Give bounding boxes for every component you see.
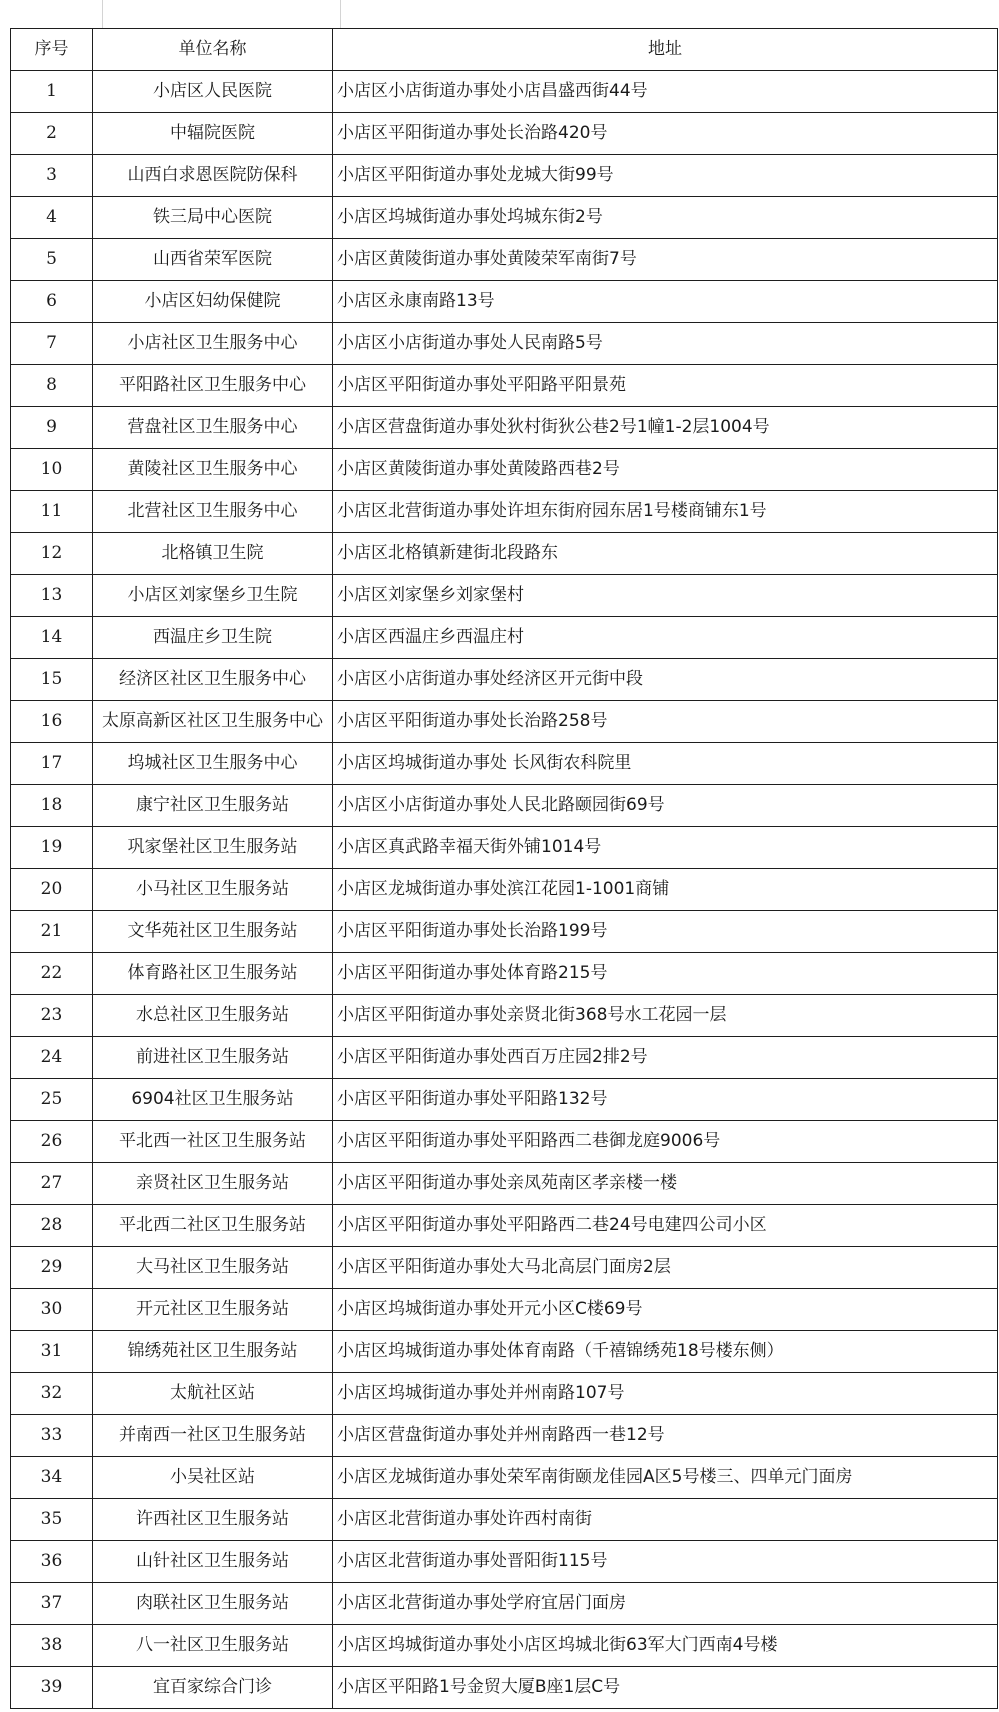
cell-name: 巩家堡社区卫生服务站 xyxy=(93,827,333,869)
cell-no: 8 xyxy=(11,365,93,407)
cell-address: 小店区营盘街道办事处狄村街狄公巷2号1幢1-2层1004号 xyxy=(333,407,998,449)
cell-address: 小店区永康南路13号 xyxy=(333,281,998,323)
cell-address: 小店区北营街道办事处学府宜居门面房 xyxy=(333,1583,998,1625)
cell-no: 36 xyxy=(11,1541,93,1583)
cell-no: 2 xyxy=(11,113,93,155)
table-row xyxy=(11,1499,998,1541)
cell-no: 37 xyxy=(11,1583,93,1625)
cell-address: 小店区坞城街道办事处并州南路107号 xyxy=(333,1373,998,1415)
cell-address: 小店区平阳街道办事处体育路215号 xyxy=(333,953,998,995)
cell-no: 22 xyxy=(11,953,93,995)
cell-address: 小店区平阳街道办事处长治路258号 xyxy=(333,701,998,743)
cell-no: 15 xyxy=(11,659,93,701)
cell-name: 小店社区卫生服务中心 xyxy=(93,323,333,365)
cell-address: 小店区龙城街道办事处荣军南街颐龙佳园A区5号楼三、四单元门面房 xyxy=(333,1457,998,1499)
table-row xyxy=(11,743,998,785)
table-row xyxy=(11,197,998,239)
cell-name: 西温庄乡卫生院 xyxy=(93,617,333,659)
cell-address: 小店区北格镇新建街北段路东 xyxy=(333,533,998,575)
cell-no: 5 xyxy=(11,239,93,281)
cell-no: 35 xyxy=(11,1499,93,1541)
cell-no: 23 xyxy=(11,995,93,1037)
table-row xyxy=(11,1247,998,1289)
cell-name: 宜百家综合门诊 xyxy=(93,1667,333,1709)
cell-name: 小店区妇幼保健院 xyxy=(93,281,333,323)
cell-name: 前进社区卫生服务站 xyxy=(93,1037,333,1079)
table-row xyxy=(11,1331,998,1373)
table-row xyxy=(11,1163,998,1205)
table-row xyxy=(11,1037,998,1079)
cell-address: 小店区营盘街道办事处并州南路西一巷12号 xyxy=(333,1415,998,1457)
cell-address: 小店区坞城街道办事处 长风街农科院里 xyxy=(333,743,998,785)
table-row xyxy=(11,239,998,281)
cell-address: 小店区坞城街道办事处体育南路（千禧锦绣苑18号楼东侧） xyxy=(333,1331,998,1373)
cell-name: 平阳路社区卫生服务中心 xyxy=(93,365,333,407)
cell-no: 11 xyxy=(11,491,93,533)
cell-address: 小店区平阳路1号金贸大厦B座1层C号 xyxy=(333,1667,998,1709)
cell-no: 18 xyxy=(11,785,93,827)
cell-address: 小店区小店街道办事处人民南路5号 xyxy=(333,323,998,365)
cell-name: 肉联社区卫生服务站 xyxy=(93,1583,333,1625)
cell-address: 小店区黄陵街道办事处黄陵荣军南街7号 xyxy=(333,239,998,281)
cell-address: 小店区平阳街道办事处龙城大街99号 xyxy=(333,155,998,197)
table-row xyxy=(11,617,998,659)
cell-no: 10 xyxy=(11,449,93,491)
cell-name: 小店区刘家堡乡卫生院 xyxy=(93,575,333,617)
cell-name: 北格镇卫生院 xyxy=(93,533,333,575)
cell-address: 小店区坞城街道办事处小店区坞城北街63军大门西南4号楼 xyxy=(333,1625,998,1667)
cell-name: 铁三局中心医院 xyxy=(93,197,333,239)
table-row xyxy=(11,71,998,113)
cell-address: 小店区平阳街道办事处平阳路平阳景苑 xyxy=(333,365,998,407)
cell-address: 小店区平阳街道办事处平阳路132号 xyxy=(333,1079,998,1121)
table-row xyxy=(11,365,998,407)
table-row xyxy=(11,1625,998,1667)
cell-name: 山西白求恩医院防保科 xyxy=(93,155,333,197)
cell-address: 小店区黄陵街道办事处黄陵路西巷2号 xyxy=(333,449,998,491)
cell-no: 6 xyxy=(11,281,93,323)
cell-name: 太原高新区社区卫生服务中心 xyxy=(93,701,333,743)
cell-no: 9 xyxy=(11,407,93,449)
cell-name: 中辐院医院 xyxy=(93,113,333,155)
cell-no: 12 xyxy=(11,533,93,575)
cell-address: 小店区刘家堡乡刘家堡村 xyxy=(333,575,998,617)
table-row xyxy=(11,1121,998,1163)
cell-name: 山针社区卫生服务站 xyxy=(93,1541,333,1583)
table-row xyxy=(11,1415,998,1457)
cell-address: 小店区坞城街道办事处坞城东街2号 xyxy=(333,197,998,239)
table-row xyxy=(11,1541,998,1583)
table-row xyxy=(11,1667,998,1709)
cell-no: 24 xyxy=(11,1037,93,1079)
cell-name: 文华苑社区卫生服务站 xyxy=(93,911,333,953)
cell-no: 38 xyxy=(11,1625,93,1667)
cell-name: 6904社区卫生服务站 xyxy=(93,1079,333,1121)
table-row xyxy=(11,1583,998,1625)
table-row xyxy=(11,113,998,155)
cell-name: 北营社区卫生服务中心 xyxy=(93,491,333,533)
cell-address: 小店区平阳街道办事处平阳路西二巷御龙庭9006号 xyxy=(333,1121,998,1163)
table-row xyxy=(11,491,998,533)
cell-no: 20 xyxy=(11,869,93,911)
header-name: 单位名称 xyxy=(93,29,333,71)
header-row xyxy=(11,29,998,71)
cell-address: 小店区小店街道办事处人民北路颐园街69号 xyxy=(333,785,998,827)
cell-no: 7 xyxy=(11,323,93,365)
cell-name: 营盘社区卫生服务中心 xyxy=(93,407,333,449)
cell-address: 小店区小店街道办事处小店昌盛西街44号 xyxy=(333,71,998,113)
cell-name: 黄陵社区卫生服务中心 xyxy=(93,449,333,491)
cell-name: 八一社区卫生服务站 xyxy=(93,1625,333,1667)
cell-no: 19 xyxy=(11,827,93,869)
cell-name: 小店区人民医院 xyxy=(93,71,333,113)
table-row xyxy=(11,659,998,701)
cell-no: 33 xyxy=(11,1415,93,1457)
table-row xyxy=(11,281,998,323)
cell-name: 许西社区卫生服务站 xyxy=(93,1499,333,1541)
cell-no: 27 xyxy=(11,1163,93,1205)
header-no: 序号 xyxy=(11,29,93,71)
cell-address: 小店区小店街道办事处经济区开元街中段 xyxy=(333,659,998,701)
cell-no: 39 xyxy=(11,1667,93,1709)
cell-address: 小店区平阳街道办事处长治路420号 xyxy=(333,113,998,155)
table-row xyxy=(11,1079,998,1121)
spreadsheet-gridline xyxy=(340,0,341,28)
cell-no: 29 xyxy=(11,1247,93,1289)
cell-no: 30 xyxy=(11,1289,93,1331)
cell-address: 小店区西温庄乡西温庄村 xyxy=(333,617,998,659)
cell-no: 16 xyxy=(11,701,93,743)
cell-name: 小马社区卫生服务站 xyxy=(93,869,333,911)
cell-name: 亲贤社区卫生服务站 xyxy=(93,1163,333,1205)
table-row xyxy=(11,449,998,491)
cell-name: 山西省荣军医院 xyxy=(93,239,333,281)
cell-address: 小店区平阳街道办事处平阳路西二巷24号电建四公司小区 xyxy=(333,1205,998,1247)
cell-no: 17 xyxy=(11,743,93,785)
table-row xyxy=(11,323,998,365)
cell-address: 小店区平阳街道办事处大马北高层门面房2层 xyxy=(333,1247,998,1289)
table-row xyxy=(11,827,998,869)
cell-name: 开元社区卫生服务站 xyxy=(93,1289,333,1331)
header-address: 地址 xyxy=(333,29,998,71)
cell-name: 水总社区卫生服务站 xyxy=(93,995,333,1037)
cell-name: 并南西一社区卫生服务站 xyxy=(93,1415,333,1457)
table-row xyxy=(11,785,998,827)
cell-no: 14 xyxy=(11,617,93,659)
table-row xyxy=(11,701,998,743)
table-row xyxy=(11,995,998,1037)
cell-name: 体育路社区卫生服务站 xyxy=(93,953,333,995)
spreadsheet-gridline xyxy=(102,0,103,28)
table-row xyxy=(11,1205,998,1247)
cell-address: 小店区北营街道办事处许坦东街府园东居1号楼商铺东1号 xyxy=(333,491,998,533)
table-row xyxy=(11,155,998,197)
cell-address: 小店区平阳街道办事处亲凤苑南区孝亲楼一楼 xyxy=(333,1163,998,1205)
cell-address: 小店区平阳街道办事处长治路199号 xyxy=(333,911,998,953)
cell-no: 31 xyxy=(11,1331,93,1373)
cell-no: 26 xyxy=(11,1121,93,1163)
cell-address: 小店区坞城街道办事处开元小区C楼69号 xyxy=(333,1289,998,1331)
cell-address: 小店区北营街道办事处许西村南街 xyxy=(333,1499,998,1541)
cell-address: 小店区龙城街道办事处滨江花园1-1001商铺 xyxy=(333,869,998,911)
table-row xyxy=(11,575,998,617)
cell-address: 小店区平阳街道办事处西百万庄园2排2号 xyxy=(333,1037,998,1079)
cell-no: 25 xyxy=(11,1079,93,1121)
cell-name: 平北西一社区卫生服务站 xyxy=(93,1121,333,1163)
cell-no: 28 xyxy=(11,1205,93,1247)
cell-name: 太航社区站 xyxy=(93,1373,333,1415)
cell-name: 坞城社区卫生服务中心 xyxy=(93,743,333,785)
cell-name: 大马社区卫生服务站 xyxy=(93,1247,333,1289)
cell-address: 小店区真武路幸福天街外铺1014号 xyxy=(333,827,998,869)
cell-address: 小店区平阳街道办事处亲贤北街368号水工花园一层 xyxy=(333,995,998,1037)
cell-name: 小吴社区站 xyxy=(93,1457,333,1499)
cell-no: 32 xyxy=(11,1373,93,1415)
cell-no: 34 xyxy=(11,1457,93,1499)
table-row xyxy=(11,407,998,449)
cell-name: 平北西二社区卫生服务站 xyxy=(93,1205,333,1247)
cell-name: 经济区社区卫生服务中心 xyxy=(93,659,333,701)
cell-name: 康宁社区卫生服务站 xyxy=(93,785,333,827)
cell-name: 锦绣苑社区卫生服务站 xyxy=(93,1331,333,1373)
cell-no: 13 xyxy=(11,575,93,617)
cell-no: 21 xyxy=(11,911,93,953)
cell-no: 3 xyxy=(11,155,93,197)
cell-no: 1 xyxy=(11,71,93,113)
table-row xyxy=(11,869,998,911)
table-row xyxy=(11,911,998,953)
cell-address: 小店区北营街道办事处晋阳街115号 xyxy=(333,1541,998,1583)
table-row xyxy=(11,953,998,995)
cell-no: 4 xyxy=(11,197,93,239)
table-row xyxy=(11,1289,998,1331)
table-row xyxy=(11,1373,998,1415)
facility-table xyxy=(10,28,998,1709)
table-row xyxy=(11,533,998,575)
table-row xyxy=(11,1457,998,1499)
